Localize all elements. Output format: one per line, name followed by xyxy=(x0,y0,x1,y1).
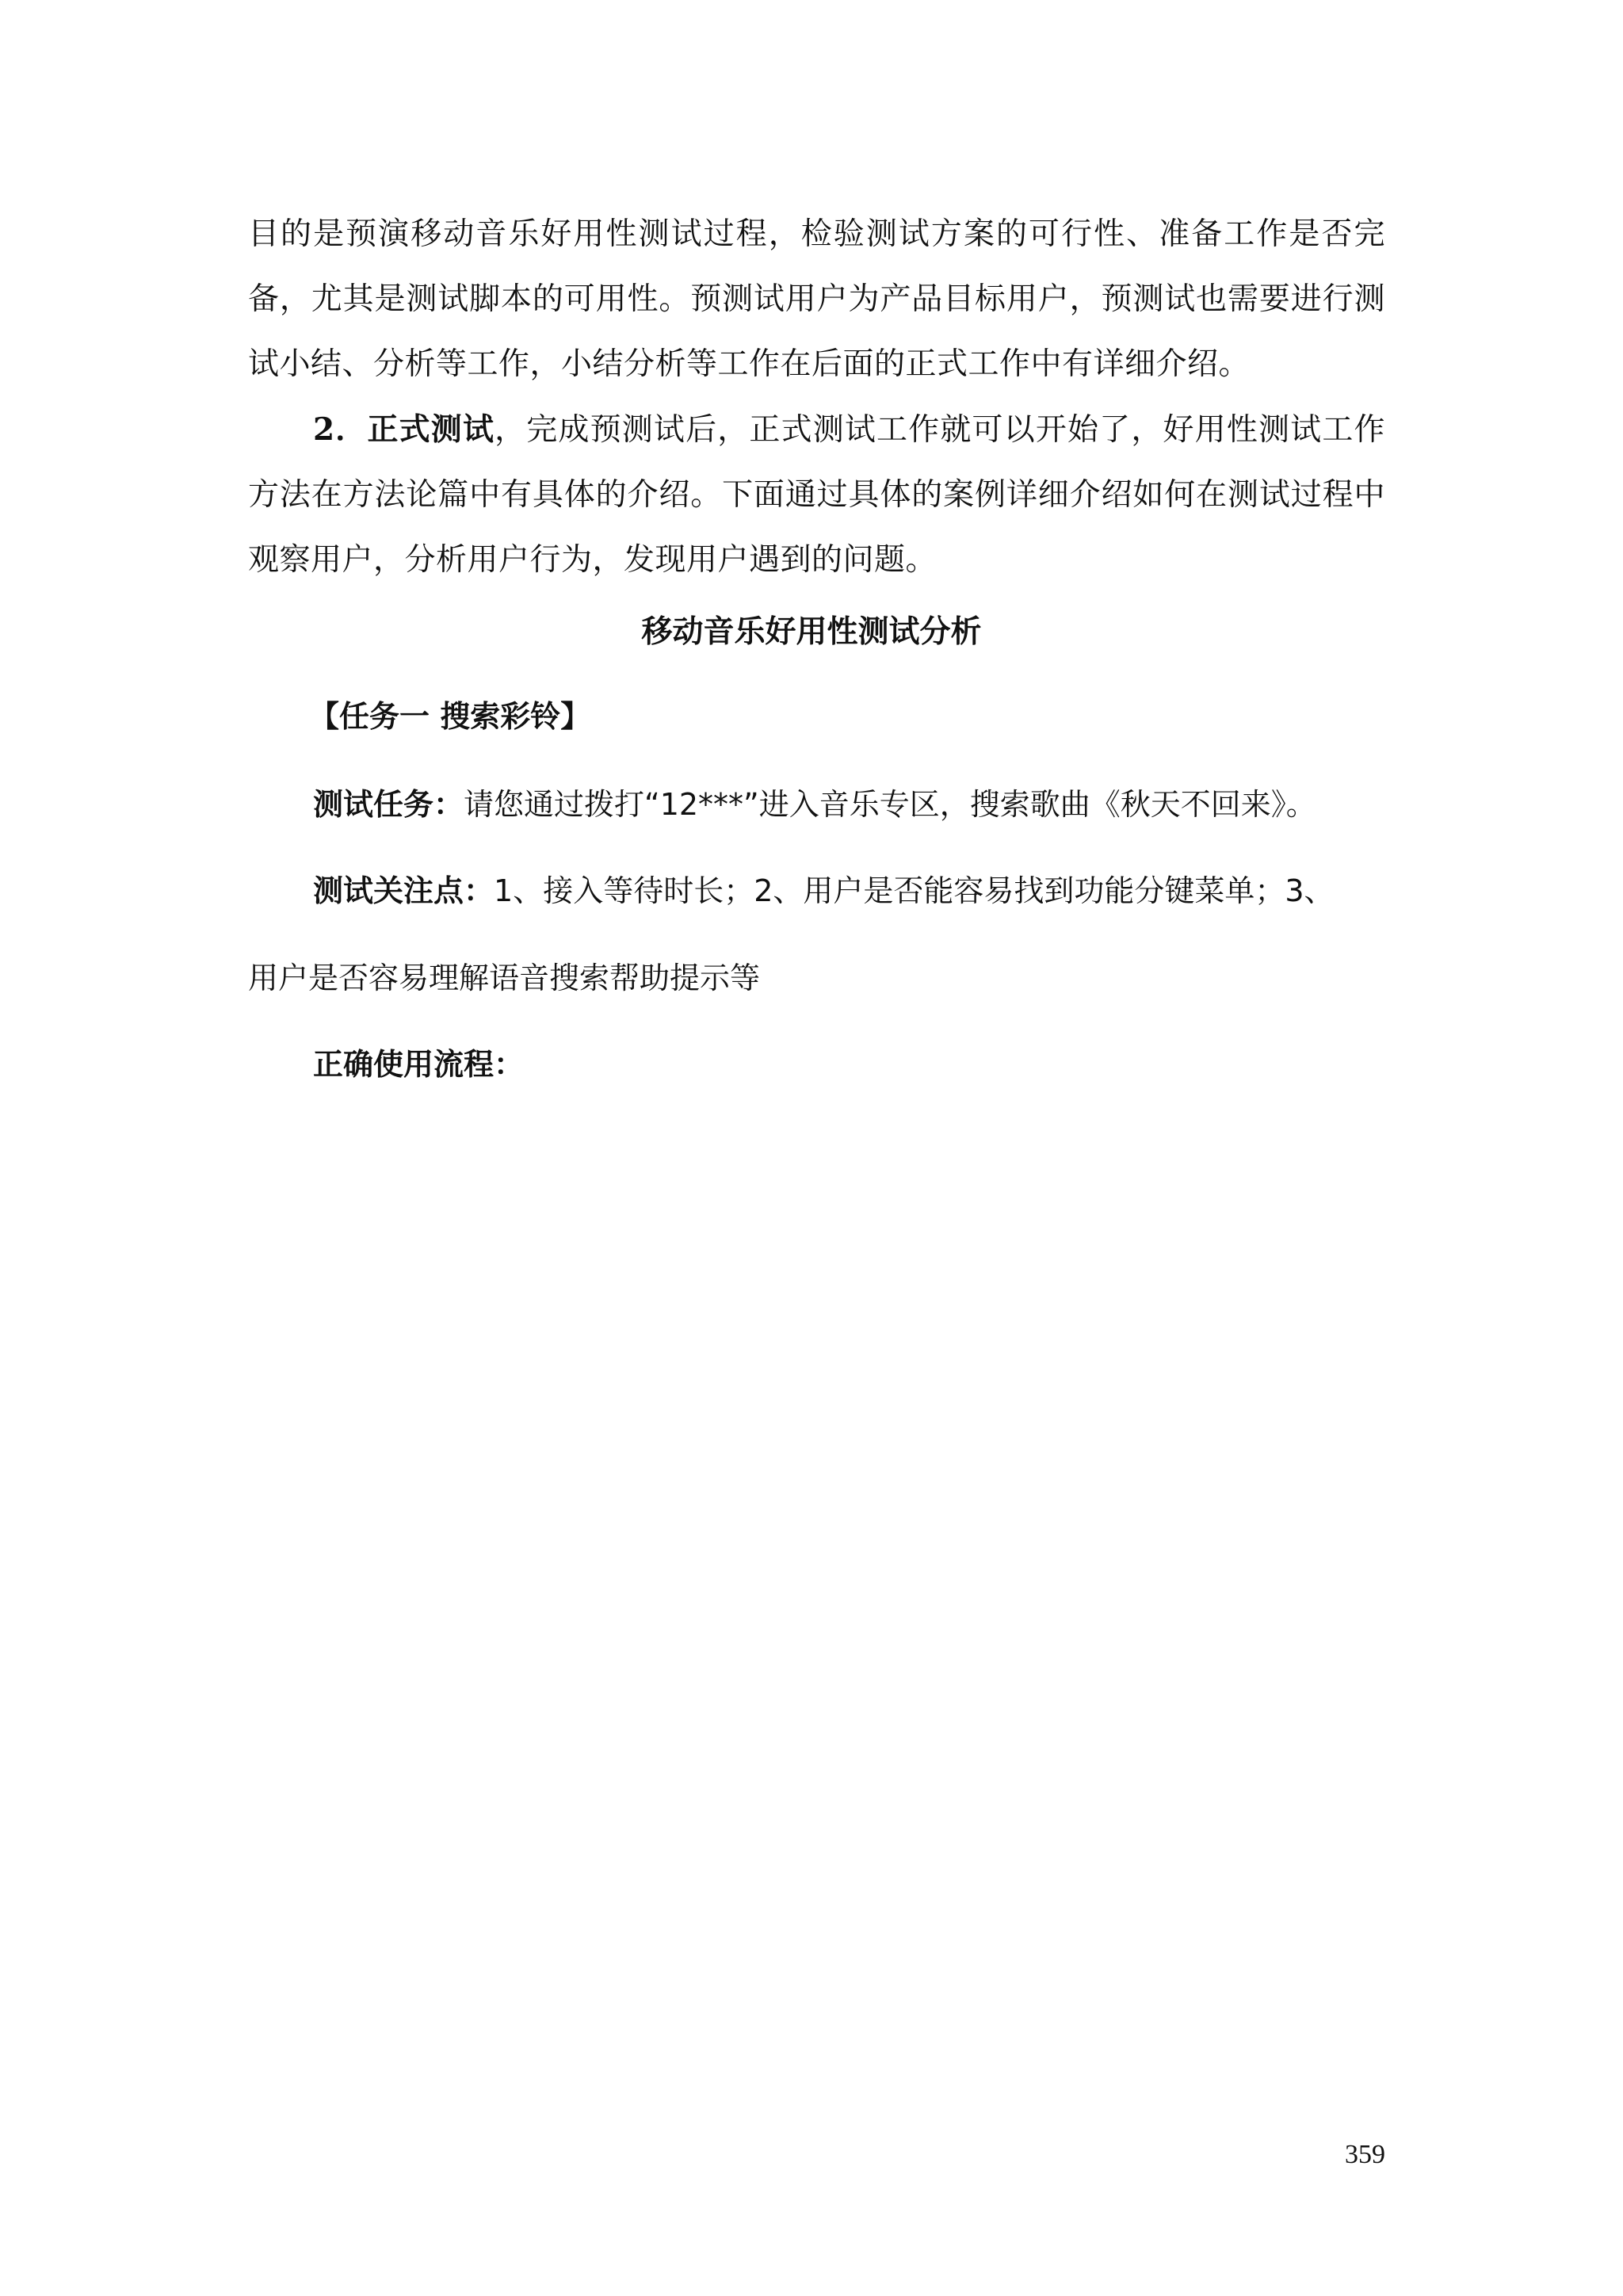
test-task-line xyxy=(313,780,1450,823)
focus-points-text: 1、接入等待时长；2、用户是否能容易找到功能分键菜单；3、 xyxy=(494,873,1335,908)
test-task-text: 请您通过拨打“12***”进入音乐专区，搜索歌曲《秋天不回来》。 xyxy=(464,787,1316,822)
task-heading: 【任务一 搜索彩铃】 xyxy=(309,699,591,734)
page-number: 359 xyxy=(1345,2140,1385,2169)
focus-points-line2: 用户是否容易理解语音搜索帮助提示等 xyxy=(248,961,761,995)
focus-points-label: 测试关注点： xyxy=(313,873,495,908)
section-title: 移动音乐好用性测试分析 xyxy=(641,614,982,650)
test-task-label: 测试任务： xyxy=(313,787,464,822)
intro-paragraph: 目的是预演移动音乐好用性测试过程，检验测试方案的可行性、准备工作是否完备，尤其是测试脚本的可用性。预测试用户为产品目标用户，预测试也需要进行测试小结、分析等工作，小结分析等工作在后面的正式工作中有详细介绍。 xyxy=(248,216,1385,382)
formal-test-paragraph xyxy=(248,397,1385,593)
correct-flow-label: 正确使用流程： xyxy=(313,1047,525,1082)
formal-test-lead: 2．正式测试 xyxy=(313,411,495,448)
formal-test-text: ，完成预测试后，正式测试工作就可以开始了，好用性测试工作方法在方法论篇中有具体的介绍。下面通过具体的案例详细介绍如何在测试过程中观察用户，分析用户行为，发现用户遇到的问题。 xyxy=(248,412,1385,578)
focus-points-line1 xyxy=(313,866,1450,910)
